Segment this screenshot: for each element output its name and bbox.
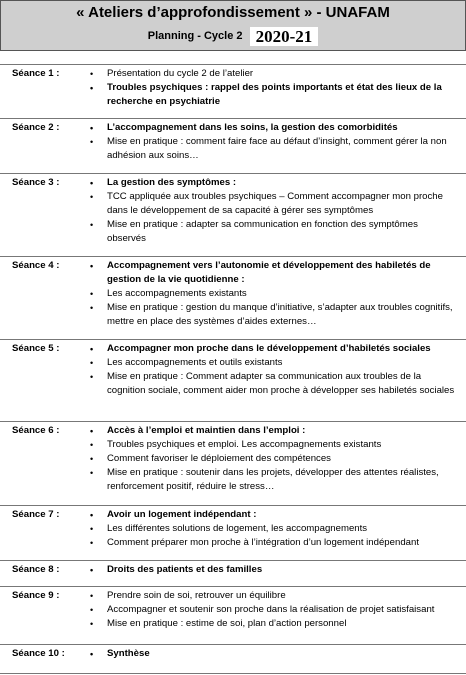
list-item bbox=[90, 508, 455, 522]
list-item bbox=[90, 647, 455, 661]
bullet-icon: • bbox=[90, 289, 94, 299]
item-text: Troubles psychiques : rappel des points importants et état des lieux de la recherche en psychiatrie bbox=[107, 82, 442, 107]
item-text: Droits des patients et des familles bbox=[107, 564, 263, 575]
bullet-icon: • bbox=[90, 591, 94, 601]
bullet-icon: • bbox=[90, 358, 94, 368]
session-8 bbox=[0, 560, 466, 575]
list-item bbox=[90, 466, 455, 494]
item-text: Comment préparer mon proche à l’intégration d’un logement indépendant bbox=[107, 537, 419, 548]
list-item bbox=[90, 589, 455, 603]
session-label: Séance 7 : bbox=[12, 509, 60, 520]
bullet-icon: • bbox=[90, 69, 94, 79]
page-subtitle bbox=[1, 27, 465, 46]
list-item bbox=[90, 342, 455, 356]
subtitle-text: Planning - Cycle 2 bbox=[147, 30, 243, 42]
session-label: Séance 2 : bbox=[12, 122, 60, 133]
list-item bbox=[90, 301, 455, 329]
bullet-icon: • bbox=[90, 372, 94, 382]
item-text: Présentation du cycle 2 de l’atelier bbox=[107, 68, 254, 79]
list-item bbox=[90, 190, 455, 218]
bullet-icon: • bbox=[90, 261, 94, 271]
bullet-icon: • bbox=[90, 220, 94, 230]
bullet-icon: • bbox=[90, 192, 94, 202]
session-items bbox=[90, 647, 455, 661]
session-items bbox=[90, 508, 455, 550]
item-text: Les différentes solutions de logement, les accompagnements bbox=[107, 523, 368, 534]
bullet-icon: • bbox=[90, 454, 94, 464]
bullet-icon: • bbox=[90, 538, 94, 548]
list-item bbox=[90, 356, 455, 370]
list-item bbox=[90, 370, 455, 398]
list-item bbox=[90, 536, 455, 550]
item-text: Synthèse bbox=[107, 648, 150, 659]
bottom-divider bbox=[0, 673, 466, 674]
page-title: « Ateliers d’approfondissement » - UNAFAM bbox=[76, 4, 390, 21]
item-text: Comment favoriser le déploiement des compétences bbox=[107, 453, 331, 464]
item-text: Les accompagnements existants bbox=[107, 288, 247, 299]
session-label: Séance 8 : bbox=[12, 564, 60, 575]
item-text: Troubles psychiques et emploi. Les accompagnements existants bbox=[107, 439, 382, 450]
session-items bbox=[90, 67, 455, 109]
list-item bbox=[90, 259, 455, 287]
item-text: La gestion des symptômes : bbox=[107, 177, 237, 188]
session-7 bbox=[0, 505, 466, 548]
session-items bbox=[90, 176, 455, 246]
bullet-icon: • bbox=[90, 440, 94, 450]
session-1 bbox=[0, 64, 466, 107]
item-text: Prendre soin de soi, retrouver un équilibre bbox=[107, 590, 286, 601]
session-items bbox=[90, 563, 455, 577]
item-text: Les accompagnements et outils existants bbox=[107, 357, 283, 368]
session-items bbox=[90, 342, 455, 398]
list-item bbox=[90, 452, 455, 466]
list-item bbox=[90, 81, 455, 109]
list-item bbox=[90, 121, 455, 135]
bullet-icon: • bbox=[90, 649, 94, 659]
session-items bbox=[90, 589, 455, 631]
session-label: Séance 1 : bbox=[12, 68, 60, 79]
item-text: Accompagner et soutenir son proche dans la réalisation de projet satisfaisant bbox=[107, 604, 435, 615]
bullet-icon: • bbox=[90, 123, 94, 133]
bullet-icon: • bbox=[90, 426, 94, 436]
bullet-icon: • bbox=[90, 510, 94, 520]
bullet-icon: • bbox=[90, 605, 94, 615]
list-item bbox=[90, 135, 455, 163]
session-items bbox=[90, 121, 455, 163]
list-item bbox=[90, 522, 455, 536]
item-text: L’accompagnement dans les soins, la gestion des comorbidités bbox=[107, 122, 398, 133]
list-item bbox=[90, 218, 455, 246]
bullet-icon: • bbox=[90, 524, 94, 534]
page-header bbox=[0, 0, 466, 51]
list-item bbox=[90, 67, 455, 81]
bullet-icon: • bbox=[90, 468, 94, 478]
list-item bbox=[90, 563, 455, 577]
item-text: Mise en pratique : soutenir dans les projets, développer des attentes réalistes, renforcement positif, réduire le stress… bbox=[107, 467, 439, 492]
item-text: Mise en pratique : comment faire face au défaut d’insight, comment gérer la non adhésion aux soins… bbox=[107, 136, 447, 161]
cycle-years: 2020-21 bbox=[250, 27, 319, 46]
session-label: Séance 5 : bbox=[12, 343, 60, 354]
session-items bbox=[90, 424, 455, 494]
session-5 bbox=[0, 339, 466, 396]
item-text: Accompagnement vers l’autonomie et développement des habiletés de gestion de la vie quotidienne : bbox=[107, 260, 431, 285]
list-item bbox=[90, 176, 455, 190]
session-3 bbox=[0, 173, 466, 244]
item-text: Accès à l’emploi et maintien dans l’emploi : bbox=[107, 425, 306, 436]
list-item bbox=[90, 603, 455, 617]
list-item bbox=[90, 424, 455, 438]
item-text: Mise en pratique : Comment adapter sa communication aux troubles de la cognition sociale, comment aider mon proche à développer ses habiletés sociales bbox=[107, 371, 455, 396]
session-label: Séance 4 : bbox=[12, 260, 60, 271]
session-4 bbox=[0, 256, 466, 327]
list-item bbox=[90, 287, 455, 301]
item-text: Accompagner mon proche dans le développement d’habiletés sociales bbox=[107, 343, 431, 354]
list-item bbox=[90, 438, 455, 452]
session-items bbox=[90, 259, 455, 329]
bullet-icon: • bbox=[90, 83, 94, 93]
session-label: Séance 10 : bbox=[12, 648, 65, 659]
bullet-icon: • bbox=[90, 303, 94, 313]
bullet-icon: • bbox=[90, 619, 94, 629]
bullet-icon: • bbox=[90, 565, 94, 575]
item-text: Avoir un logement indépendant : bbox=[107, 509, 257, 520]
bullet-icon: • bbox=[90, 178, 94, 188]
item-text: TCC appliquée aux troubles psychiques – Comment accompagner mon proche dans le développement de sa capacité à gérer ses symptômes bbox=[107, 191, 443, 216]
bullet-icon: • bbox=[90, 344, 94, 354]
session-10 bbox=[0, 644, 466, 659]
session-2 bbox=[0, 118, 466, 161]
session-label: Séance 6 : bbox=[12, 425, 60, 436]
session-label: Séance 3 : bbox=[12, 177, 60, 188]
bullet-icon: • bbox=[90, 137, 94, 147]
session-label: Séance 9 : bbox=[12, 590, 60, 601]
item-text: Mise en pratique : gestion du manque d’initiative, s’adapter aux troubles cognitifs, mettre en place des systèmes d’aides externes… bbox=[107, 302, 453, 327]
item-text: Mise en pratique : estime de soi, plan d’action personnel bbox=[107, 618, 347, 629]
item-text: Mise en pratique : adapter sa communication en fonction des symptômes observés bbox=[107, 219, 418, 244]
list-item bbox=[90, 617, 455, 631]
session-9 bbox=[0, 586, 466, 629]
session-6 bbox=[0, 421, 466, 492]
